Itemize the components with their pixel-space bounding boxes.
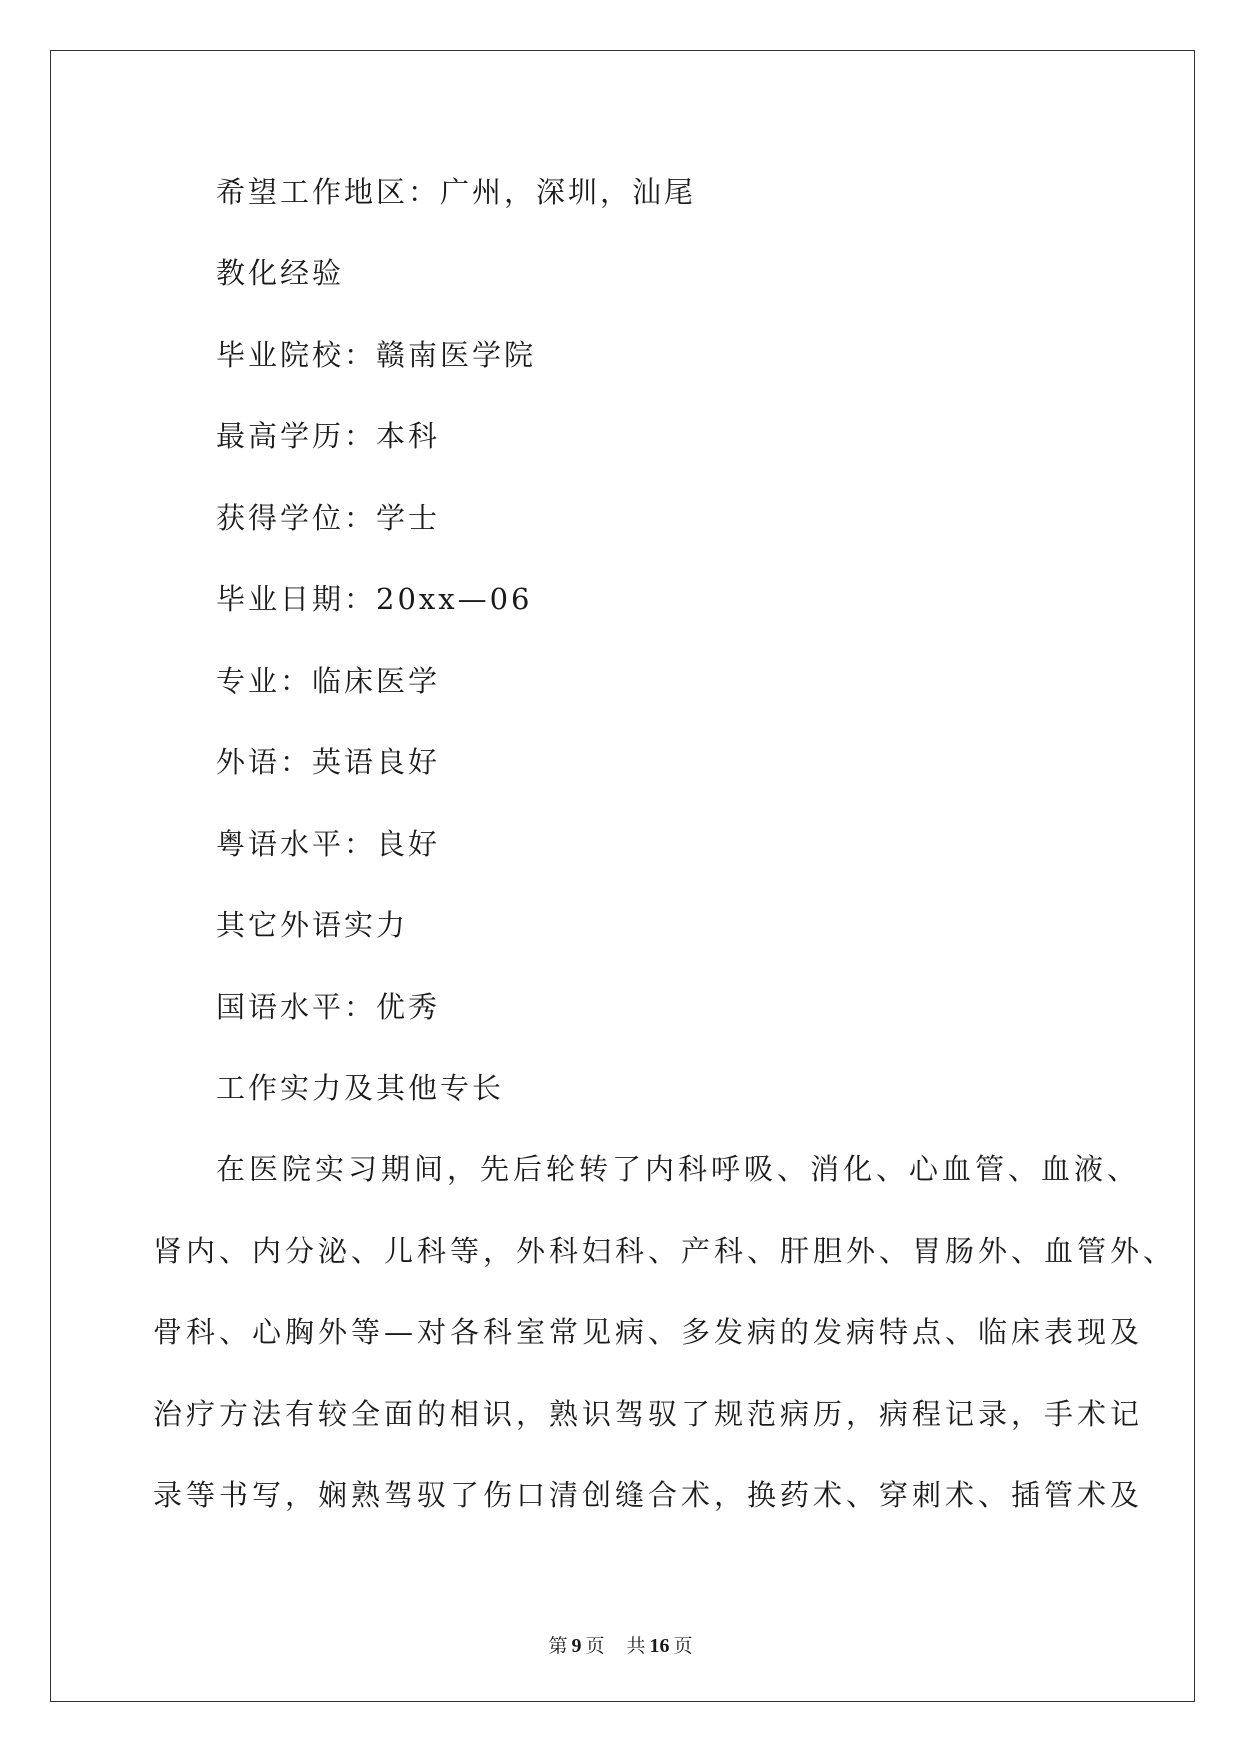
paragraph-line: 骨科、心胸外等—对各科室常见病、多发病的发病特点、临床表现及 <box>153 1315 1144 1349</box>
mandarin-line: 国语水平：优秀 <box>216 990 441 1024</box>
degree-level-line: 最高学历：本科 <box>216 419 441 453</box>
footer-page-suffix: 页 <box>585 1635 605 1657</box>
current-page-number: 9 <box>571 1635 582 1657</box>
graduation-date-line: 毕业日期：20xx—06 <box>216 582 533 616</box>
paragraph-line: 录等书写，娴熟驾驭了伤口清创缝合术，换药术、穿刺术、插管术及 <box>153 1478 1144 1512</box>
work-region-line: 希望工作地区：广州，深圳，汕尾 <box>216 175 697 209</box>
internship-paragraph <box>153 1129 1177 1537</box>
footer-total-prefix: 共 <box>626 1635 646 1657</box>
education-heading: 教化经验 <box>216 256 345 290</box>
degree-line: 获得学位：学士 <box>216 501 441 535</box>
footer-total-suffix: 页 <box>673 1635 693 1657</box>
other-language-heading: 其它外语实力 <box>216 908 409 942</box>
total-page-count: 16 <box>649 1635 670 1657</box>
page-footer <box>0 1634 1241 1658</box>
skills-heading: 工作实力及其他专长 <box>216 1071 505 1105</box>
paragraph-line: 肾内、内分泌、儿科等，外科妇科、产科、肝胆外、胃肠外、血管外、 <box>153 1233 1177 1268</box>
major-line: 专业：临床医学 <box>216 664 441 698</box>
paragraph-line: 治疗方法有较全面的相识，熟识驾驭了规范病历，病程记录，手术记 <box>153 1396 1144 1431</box>
cantonese-line: 粤语水平：良好 <box>216 827 441 861</box>
paragraph-line: 在医院实习期间，先后轮转了内科呼吸、消化、心血管、血液、 <box>216 1152 1141 1186</box>
school-line: 毕业院校：赣南医学院 <box>216 338 537 372</box>
foreign-language-line: 外语：英语良好 <box>216 745 441 779</box>
footer-prefix: 第 <box>548 1635 568 1657</box>
